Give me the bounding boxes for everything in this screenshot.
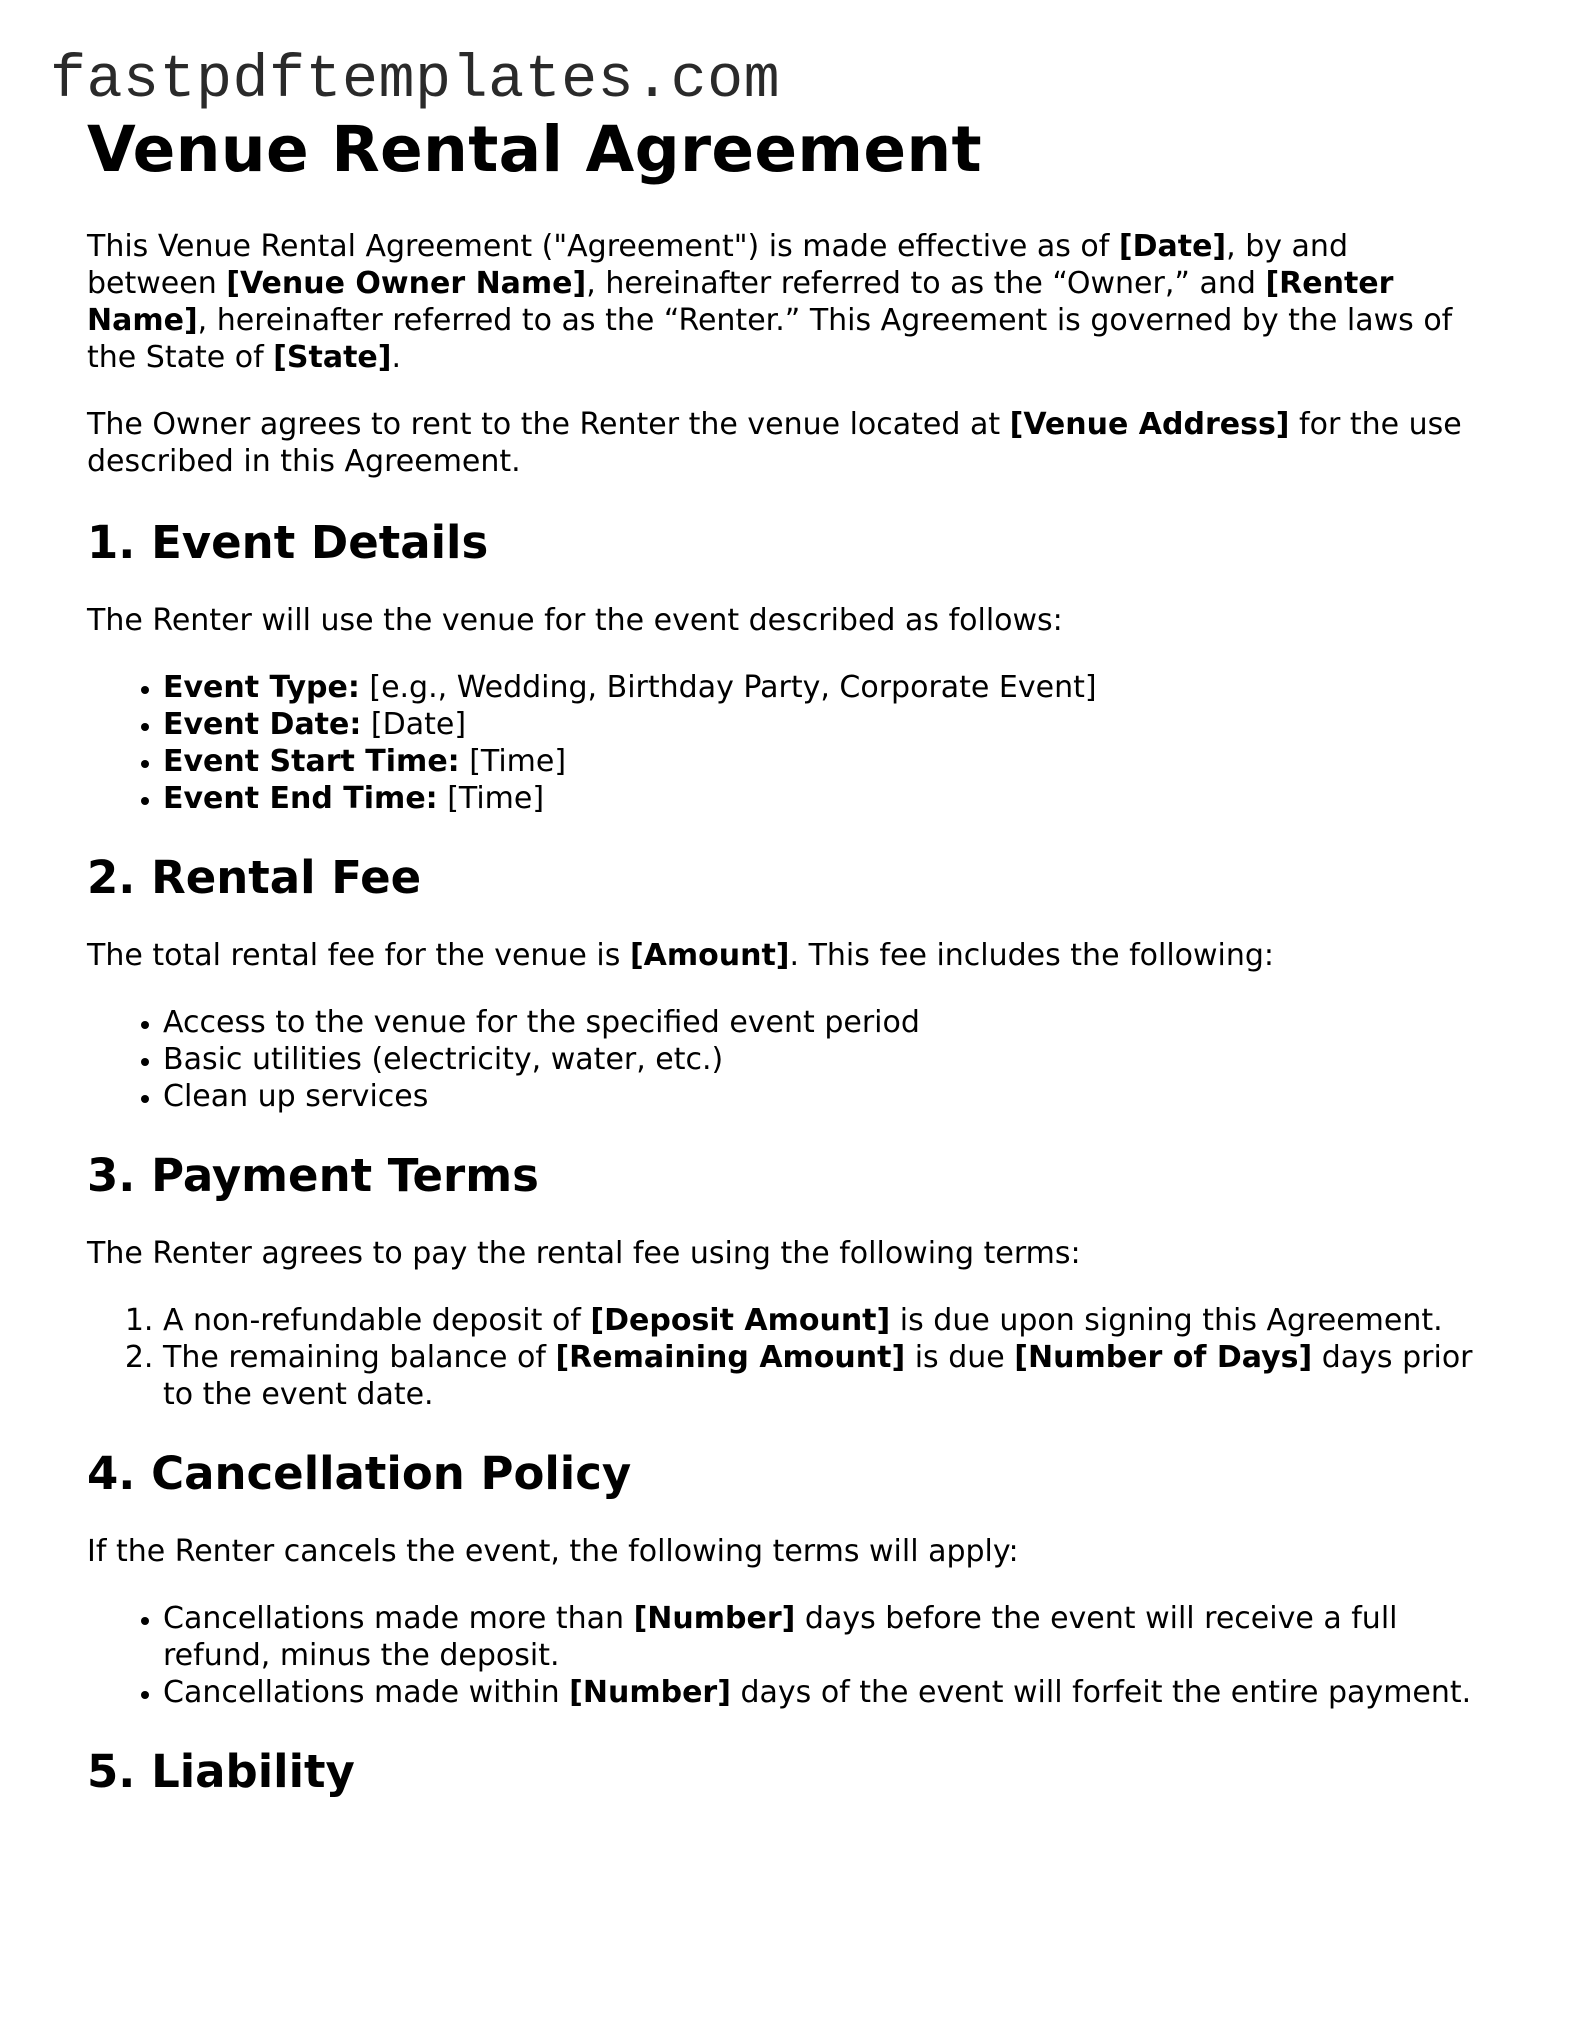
cancellation-policy-intro: If the Renter cancels the event, the following terms will apply: — [87, 1534, 1019, 1569]
rental-fee-heading: 2. Rental Fee — [87, 851, 422, 904]
intro-text: , hereinafter referred to as the “Owner,” and — [586, 266, 1266, 301]
payment-terms-intro: The Renter agrees to pay the rental fee using the following terms: — [87, 1236, 1081, 1271]
owner-name-placeholder: [Venue Owner Name] — [226, 266, 587, 301]
watermark: fastpdftemplates.com — [50, 47, 781, 115]
document-page — [87, 112, 1487, 1799]
list-item: • Basic utilities (electricity, water, etc.) — [163, 1041, 1487, 1078]
number-placeholder: [Number] — [569, 1675, 731, 1710]
list-item: • Clean up services — [163, 1078, 1487, 1115]
item-text: The remaining balance of — [163, 1340, 556, 1375]
rental-fee-list — [87, 1004, 1487, 1115]
intro-text: , by and between — [87, 229, 1348, 301]
item-label: Event End Time: — [163, 781, 438, 816]
event-details-intro: The Renter will use the venue for the event described as follows: — [87, 603, 1063, 638]
item-text: days of the event will forfeit the entire payment. — [730, 1675, 1472, 1710]
number-placeholder: [Number] — [633, 1601, 796, 1636]
list-item: • Access to the venue for the specified event period — [163, 1004, 1487, 1041]
item-value: [e.g., Wedding, Birthday Party, Corporate Event] — [359, 670, 1097, 705]
item-text: Cancellations made more than — [163, 1601, 634, 1636]
list-item — [163, 1600, 1487, 1674]
intro-text: . — [391, 340, 402, 375]
amount-placeholder: [Amount] — [629, 938, 790, 973]
rental-fee-intro — [87, 937, 1487, 974]
payment-terms-heading: 3. Payment Terms — [87, 1149, 539, 1202]
item-value: [Time] — [459, 744, 567, 779]
list-item — [163, 1674, 1487, 1711]
list-item — [163, 743, 1487, 780]
fee-text: . This fee includes the following: — [789, 938, 1275, 973]
intro-text: , hereinafter referred to as the “Renter.” This Agreement is governed by the laws of the State of — [87, 303, 1453, 375]
cancellation-policy-heading: 4. Cancellation Policy — [87, 1447, 632, 1500]
effective-date-placeholder: [Date] — [1118, 229, 1227, 264]
item-label: Event Type: — [163, 670, 360, 705]
list-item — [163, 780, 1487, 817]
item-text: is due upon signing this Agreement. — [890, 1303, 1443, 1338]
venue-text: for the use described in this Agreement. — [87, 407, 1462, 479]
list-item — [163, 1302, 1487, 1339]
list-item — [163, 1339, 1487, 1413]
item-text: days before the event will receive a full refund, minus the deposit. — [163, 1601, 1398, 1673]
payment-terms-list — [87, 1302, 1487, 1413]
page-title: Venue Rental Agreement — [87, 113, 982, 186]
venue-address-placeholder: [Venue Address] — [1009, 407, 1290, 442]
event-details-list — [87, 669, 1487, 817]
event-details-heading: 1. Event Details — [87, 516, 489, 569]
liability-heading: 5. Liability — [87, 1745, 355, 1798]
deposit-amount-placeholder: [Deposit Amount] — [590, 1303, 891, 1338]
item-text: A non-refundable deposit of — [163, 1303, 591, 1338]
venue-text: The Owner agrees to rent to the Renter the venue located at — [87, 407, 1010, 442]
fee-text: The total rental fee for the venue is — [87, 938, 630, 973]
list-item — [163, 706, 1487, 743]
item-text: is due — [905, 1340, 1015, 1375]
item-value: [Time] — [437, 781, 545, 816]
renter-name-placeholder: [Renter Name] — [87, 266, 1394, 338]
venue-paragraph — [87, 406, 1487, 480]
remaining-amount-placeholder: [Remaining Amount] — [555, 1340, 906, 1375]
state-placeholder: [State] — [273, 340, 392, 375]
item-value: [Date] — [361, 707, 467, 742]
item-label: Event Start Time: — [163, 744, 460, 779]
item-text: days prior to the event date. — [163, 1340, 1473, 1412]
number-of-days-placeholder: [Number of Days] — [1014, 1340, 1313, 1375]
item-text: Cancellations made within — [163, 1675, 570, 1710]
intro-text: This Venue Rental Agreement ("Agreement") is made effective as of — [87, 229, 1119, 264]
item-label: Event Date: — [163, 707, 362, 742]
list-item — [163, 669, 1487, 706]
cancellation-policy-list — [87, 1600, 1487, 1711]
intro-paragraph — [87, 228, 1487, 376]
